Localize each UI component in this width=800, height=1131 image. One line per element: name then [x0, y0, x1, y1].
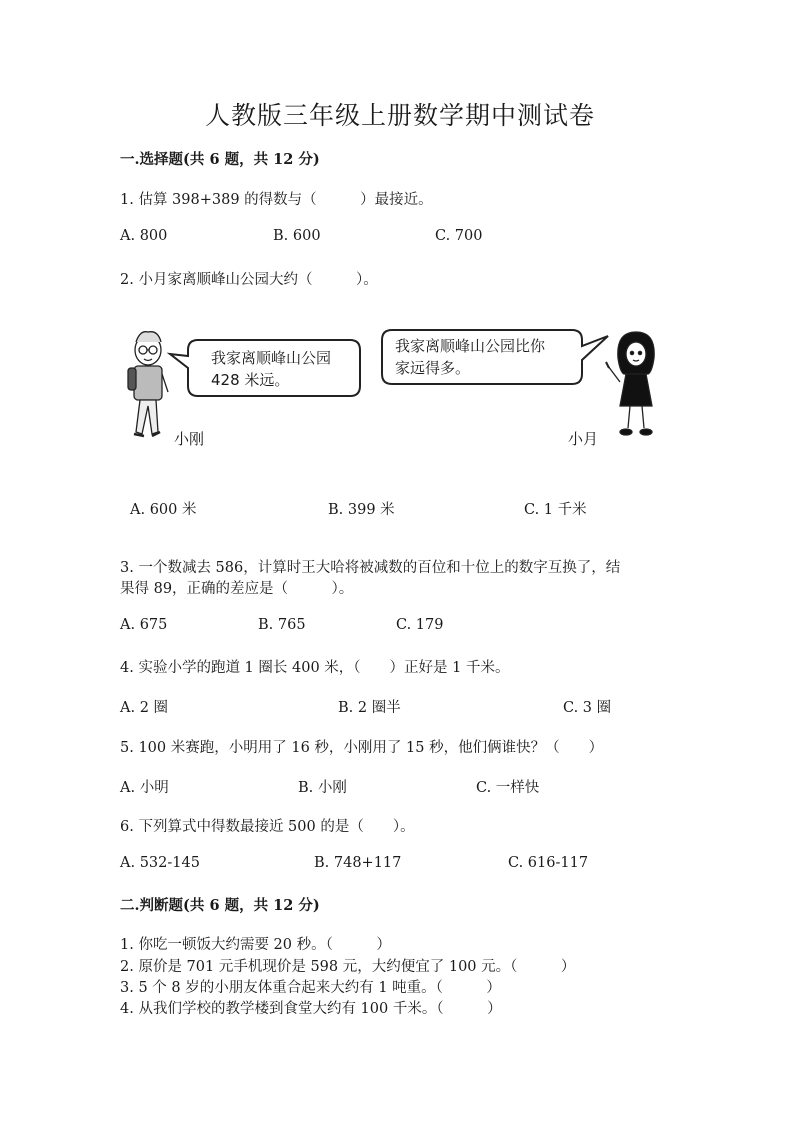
question-4-option-a: A. 2 圈 [120, 700, 169, 716]
judgement-question-1: 1. 你吃一顿饭大约需要 20 秒。（ ） [120, 937, 391, 953]
girl-figure-icon [606, 332, 654, 435]
question-5-option-b: B. 小刚 [298, 780, 347, 796]
question-2-option-c: C. 1 千米 [524, 502, 587, 518]
question-2-option-a: A. 600 米 [130, 502, 197, 518]
left-bubble-text-line1: 我家离顺峰山公园 [211, 349, 332, 367]
question-1: 1. 估算 398+389 的得数与（ ）最接近。 [120, 192, 433, 208]
boy-name-label: 小刚 [174, 430, 205, 448]
question-3-line2: 果得 89，正确的差应是（ ）。 [120, 581, 354, 597]
question-6-option-b: B. 748+117 [314, 855, 402, 871]
right-bubble-text-line1: 我家离顺峰山公园比你 [395, 337, 546, 355]
right-bubble-text-line2: 家远得多。 [395, 359, 471, 377]
question-3-option-a: A. 675 [120, 617, 168, 633]
question-6-option-a: A. 532-145 [120, 855, 200, 871]
question-2: 2. 小月家离顺峰山公园大约（ ）。 [120, 272, 378, 288]
left-bubble-text-line2: 428 米远。 [211, 371, 290, 389]
section-heading-judgement: 二.判断题(共 6 题，共 12 分) [120, 897, 320, 914]
page-title: 人教版三年级上册数学期中测试卷 [204, 101, 595, 130]
question-4-option-c: C. 3 圈 [563, 700, 612, 716]
question-3-option-b: B. 765 [258, 617, 306, 633]
question-4-option-b: B. 2 圈半 [338, 700, 401, 716]
judgement-question-2: 2. 原价是 701 元手机现价是 598 元，大约便宜了 100 元。（ ） [120, 959, 576, 975]
question-1-option-c: C. 700 [435, 228, 483, 244]
judgement-question-3: 3. 5 个 8 岁的小朋友体重合起来大约有 1 吨重。（ ） [120, 980, 501, 996]
question-5-option-a: A. 小明 [120, 780, 169, 796]
question-4: 4. 实验小学的跑道 1 圈长 400 米，（ ）正好是 1 千米。 [120, 660, 510, 676]
girl-name-label: 小月 [568, 430, 599, 448]
question-1-option-a: A. 800 [120, 228, 168, 244]
judgement-question-4: 4. 从我们学校的教学楼到食堂大约有 100 千米。（ ） [120, 1001, 502, 1017]
question-6: 6. 下列算式中得数最接近 500 的是（ ）。 [120, 819, 415, 835]
question-5: 5. 100 米赛跑，小明用了 16 秒，小刚用了 15 秒，他们俩谁快？（ ） [120, 740, 604, 756]
question-1-option-b: B. 600 [273, 228, 321, 244]
question-3-line1: 3. 一个数减去 586，计算时王大哈将被减数的百位和十位上的数字互换了，结 [120, 560, 621, 576]
question-6-option-c: C. 616-117 [508, 855, 589, 871]
boy-figure-icon [128, 332, 168, 436]
question-3-option-c: C. 179 [396, 617, 444, 633]
question-2-figure [118, 322, 678, 458]
question-5-option-c: C. 一样快 [476, 780, 540, 796]
section-heading-choice: 一.选择题(共 6 题，共 12 分) [120, 151, 320, 168]
question-2-option-b: B. 399 米 [328, 502, 395, 518]
